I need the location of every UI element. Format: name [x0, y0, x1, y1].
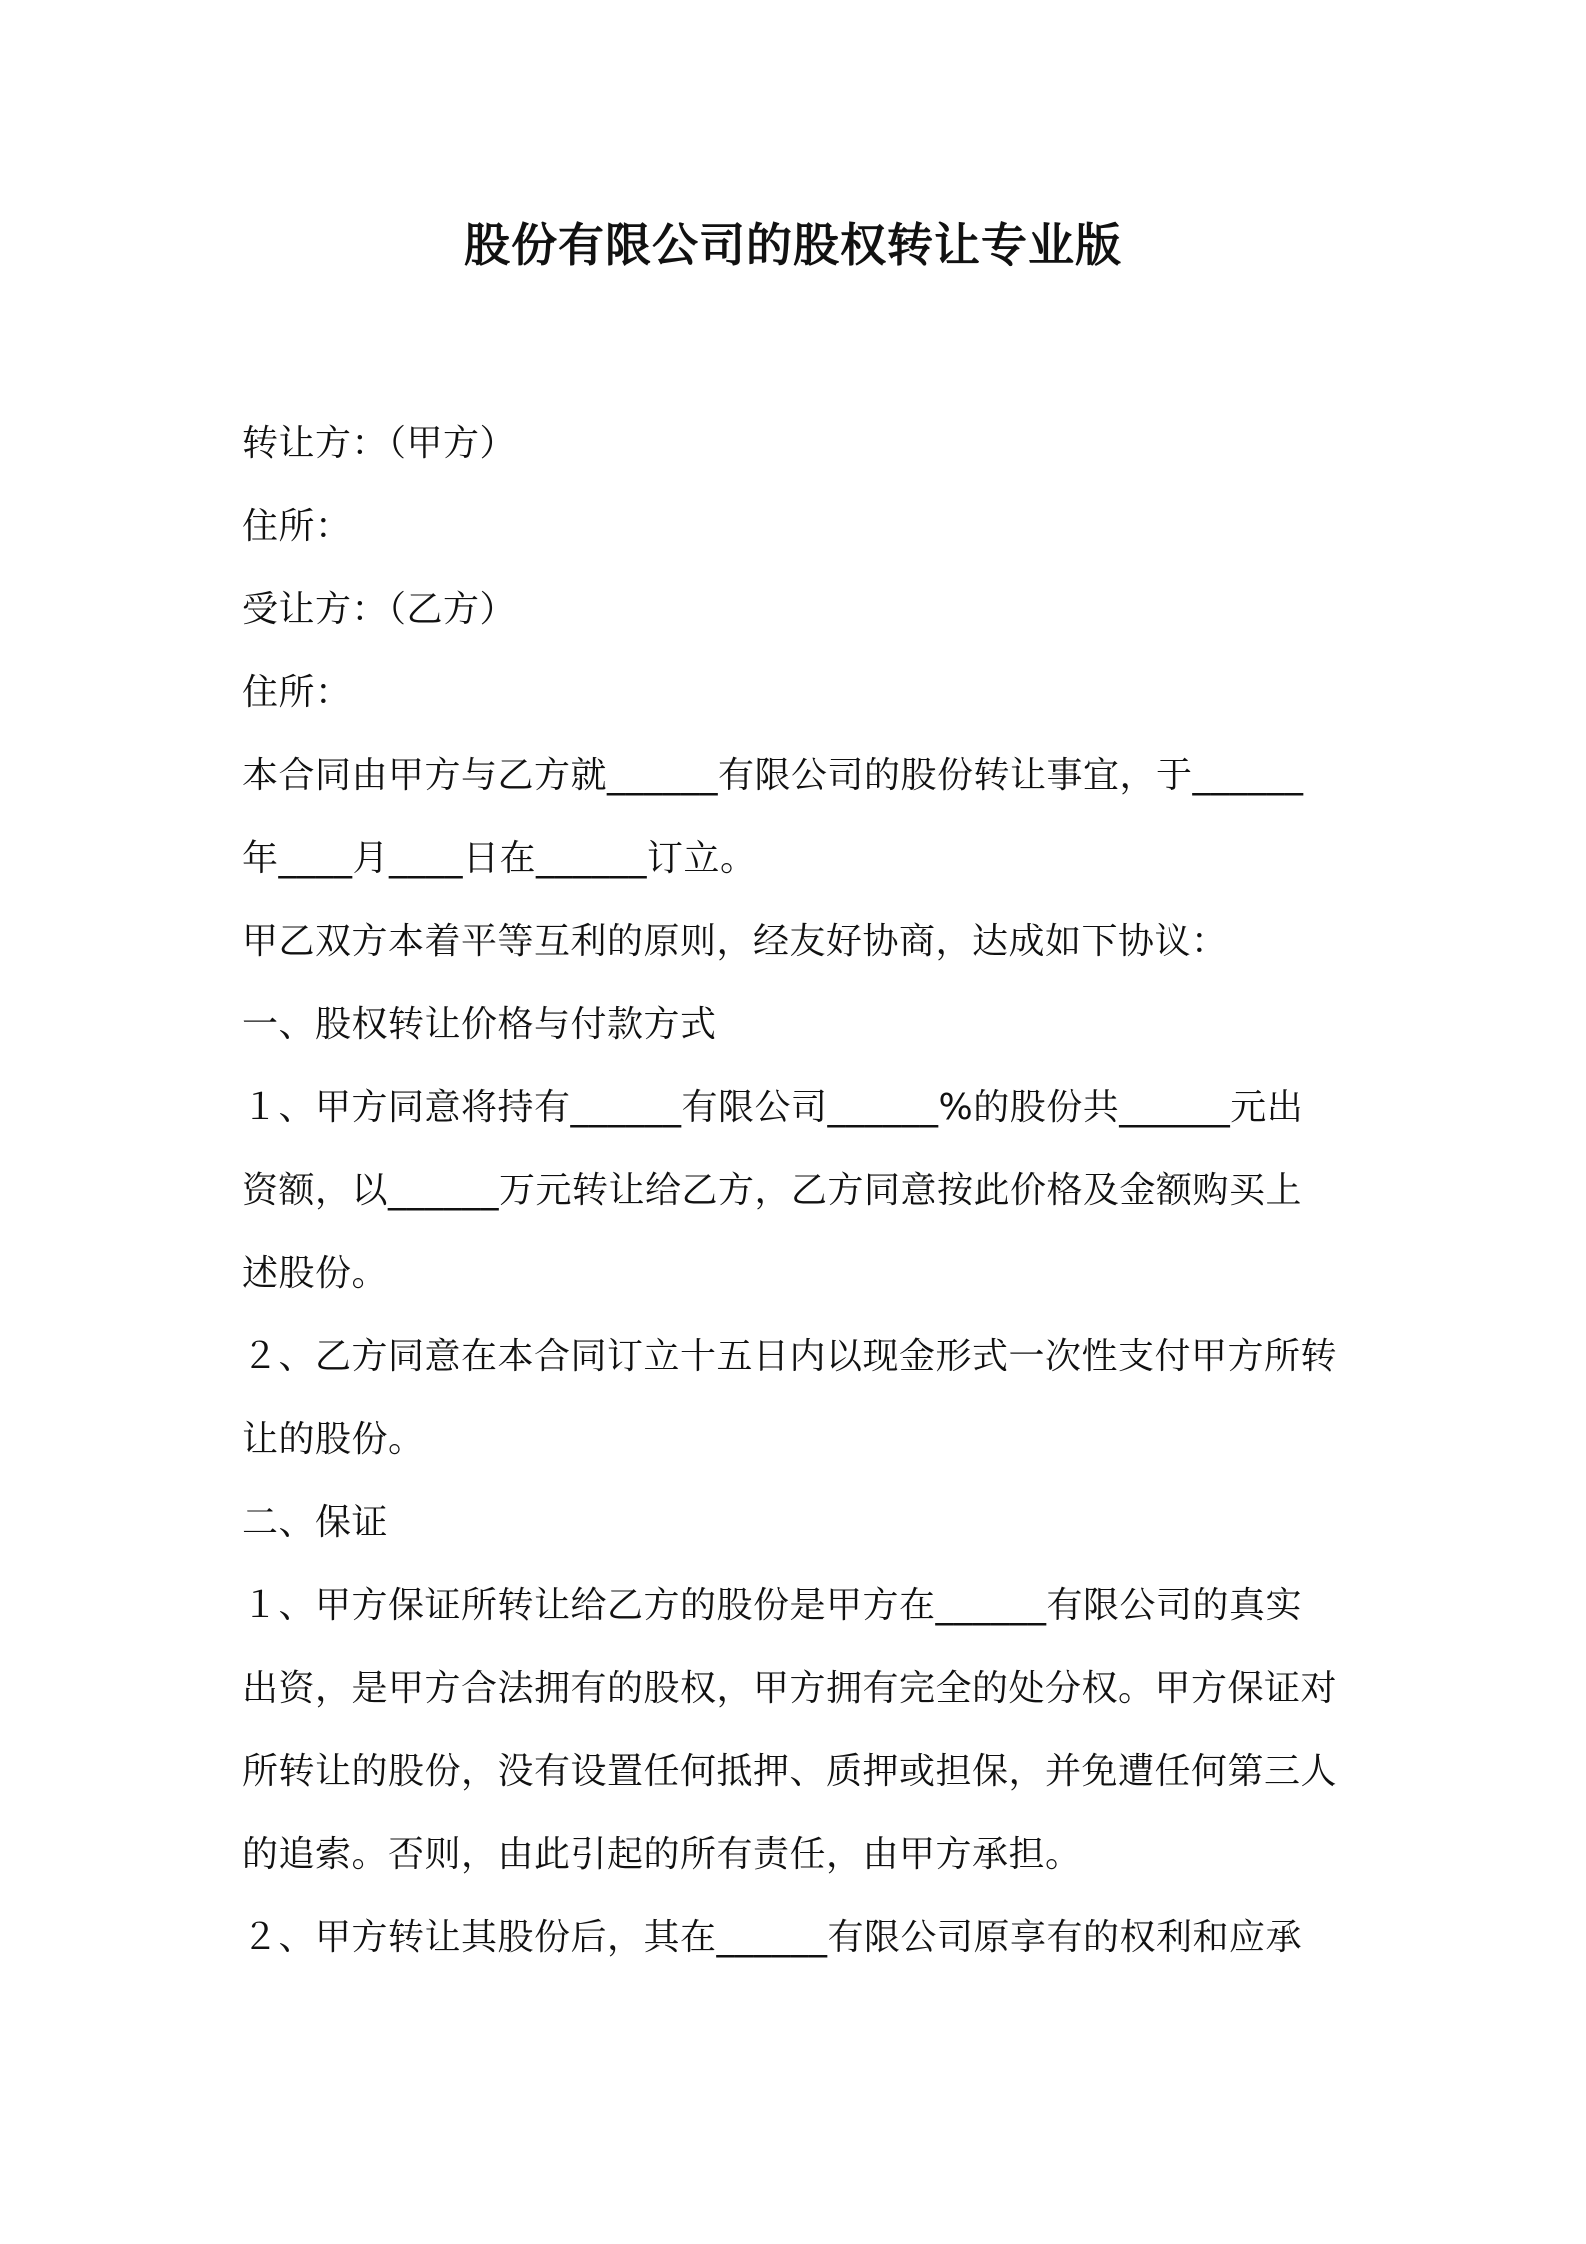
- clause-1-1-line-3: 述股份。: [242, 1253, 389, 1294]
- clause-2-1-line-3: 所转让的股份，没有设置任何抵押、质押或担保，并免遭任何第三人: [242, 1751, 1338, 1792]
- document-title: 股份有限公司的股权转让专业版: [464, 218, 1122, 272]
- clause-2-1-line-1: １、甲方保证所转让给乙方的股份是甲方在______有限公司的真实: [242, 1585, 1303, 1626]
- clause-2-2-line-1: ２、甲方转让其股份后，其在______有限公司原享有的权利和应承: [242, 1917, 1303, 1958]
- transferor-line: 转让方：（甲方）: [242, 423, 517, 464]
- transferor-address-line: 住所：: [242, 506, 352, 547]
- section-heading-guarantee: 二、保证: [242, 1502, 389, 1543]
- clause-1-2-line-1: ２、乙方同意在本合同订立十五日内以现金形式一次性支付甲方所转: [242, 1336, 1338, 1377]
- transferee-address-line: 住所：: [242, 672, 352, 713]
- agreement-preamble-line: 甲乙双方本着平等互利的原则，经友好协商，达成如下协议：: [242, 921, 1228, 962]
- document-body: [242, 402, 1358, 1979]
- clause-1-1-line-2: 资额，以______万元转让给乙方，乙方同意按此价格及金额购买上: [242, 1170, 1303, 1211]
- clause-1-1-line-1: １、甲方同意将持有______有限公司______%的股份共______元出: [242, 1087, 1304, 1128]
- clause-2-1-line-2: 出资，是甲方合法拥有的股权，甲方拥有完全的处分权。甲方保证对: [242, 1668, 1338, 1709]
- contract-date-line: 年____月____日在______订立。: [242, 838, 757, 879]
- contract-intro-line: 本合同由甲方与乙方就______有限公司的股份转让事宜，于______: [242, 755, 1304, 796]
- clause-1-2-line-2: 让的股份。: [242, 1419, 425, 1460]
- section-heading-price: 一、股权转让价格与付款方式: [242, 1004, 717, 1045]
- transferee-line: 受让方：（乙方）: [242, 589, 517, 630]
- clause-2-1-line-4: 的追索。否则，由此引起的所有责任，由甲方承担。: [242, 1834, 1082, 1875]
